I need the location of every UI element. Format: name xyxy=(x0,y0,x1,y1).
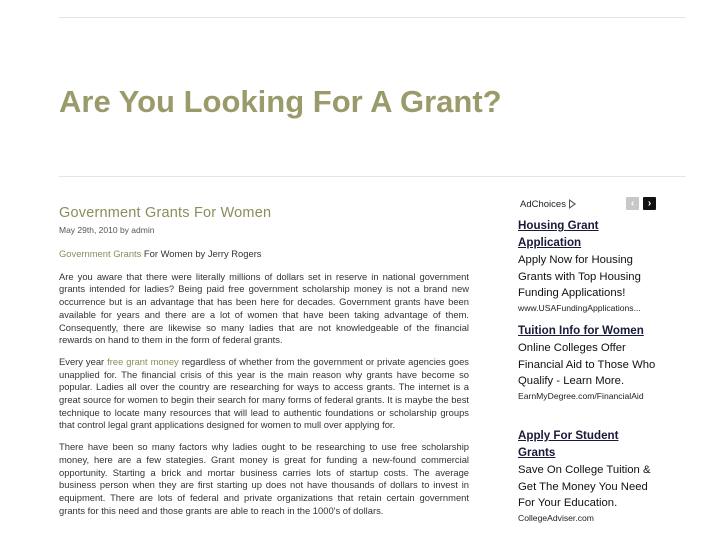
post-paragraph-1: Are you aware that there were literally millions of dollars set in reserve in national government grants intended for ladies? Being paid free government scholarship money is not a brand new occurrence but is an advantage that has been here for decades. Government grants have been available for years and there are a lot of women that have been taking advantage of them. Consequently, there are likewise so many ladies that are not knowledgeable of the financial rewards on hand to them in the form of federal grants. xyxy=(59,270,469,346)
blog-post xyxy=(59,205,469,526)
header-top-divider xyxy=(59,17,686,18)
ad-description[interactable]: Online Colleges Offer Financial Aid to Those Who Qualify - Learn More. xyxy=(518,342,656,387)
government-grants-link[interactable]: Government Grants xyxy=(59,248,142,259)
ad-prev-arrow-icon[interactable]: ‹ xyxy=(626,197,639,210)
post-title[interactable]: Government Grants For Women xyxy=(59,205,272,221)
adchoices-button[interactable] xyxy=(520,199,576,210)
ad-next-arrow-icon[interactable]: › xyxy=(643,197,656,210)
ad-description[interactable]: Apply Now for Housing Grants with Top Housing Funding Applications! xyxy=(518,254,641,299)
ad-title-link[interactable]: Apply For Student Grants xyxy=(518,429,619,459)
ad-unit xyxy=(518,217,658,313)
adchoices-icon xyxy=(569,199,576,209)
post-paragraph-2 xyxy=(59,356,469,432)
ad-header xyxy=(518,196,658,212)
adchoices-label: AdChoices xyxy=(520,199,566,210)
ad-display-url[interactable]: www.USAFundingApplications... xyxy=(518,302,641,313)
ad-title-link[interactable]: Housing Grant Application xyxy=(518,219,599,249)
post-paragraph-3: There have been so many factors why ladies ought to be researching to use free scholarship money, here are a few stategies. Grant money is great for funding a new-found commercial opportunity. Starting a brick and mortar business carries lots of startup costs. The average business person when they are first starting up does not have thousands of dollars to invest in equipment. There are lots of federal and private organizations that retain certain government grants for this need and those grants are able to reach in the 1000's of dollars. xyxy=(59,441,469,516)
post-lead-text: For Women by Jerry Rogers xyxy=(141,248,262,259)
ad-display-url[interactable]: EarnMyDegree.com/FinancialAid xyxy=(518,390,644,401)
site-title[interactable]: Are You Looking For A Grant? xyxy=(59,84,502,119)
ad-description[interactable]: Save On College Tuition & Get The Money You Need For Your Education. xyxy=(518,464,651,509)
free-grant-money-link[interactable]: free grant money xyxy=(107,355,179,367)
post-body xyxy=(59,248,469,517)
post-lead xyxy=(59,248,469,261)
ad-title-link[interactable]: Tuition Info for Women xyxy=(518,324,644,337)
ad-display-url[interactable]: CollegeAdviser.com xyxy=(518,512,594,523)
ad-unit xyxy=(518,427,658,523)
ad-unit xyxy=(518,322,658,401)
post-paragraph-2-end: regardless of whether from the government or private agencies goes unapplied for. The financial crisis of this year is the main reason why grants have become so popular. Ladies all over the country are researching for ways to access grants. The internet is a great source for women to begin their search for many forms of federal grants. It is maybe the best technique to locate many resources that will lead to authentic foundations or scholarship groups that control legal grant applications designed for women to mull over applying for. xyxy=(59,355,469,431)
post-paragraph-2-start: Every year xyxy=(59,355,108,367)
post-meta: May 29th, 2010 by admin xyxy=(59,225,155,235)
header-bottom-divider xyxy=(59,176,686,177)
ad-sidebar xyxy=(518,196,658,523)
